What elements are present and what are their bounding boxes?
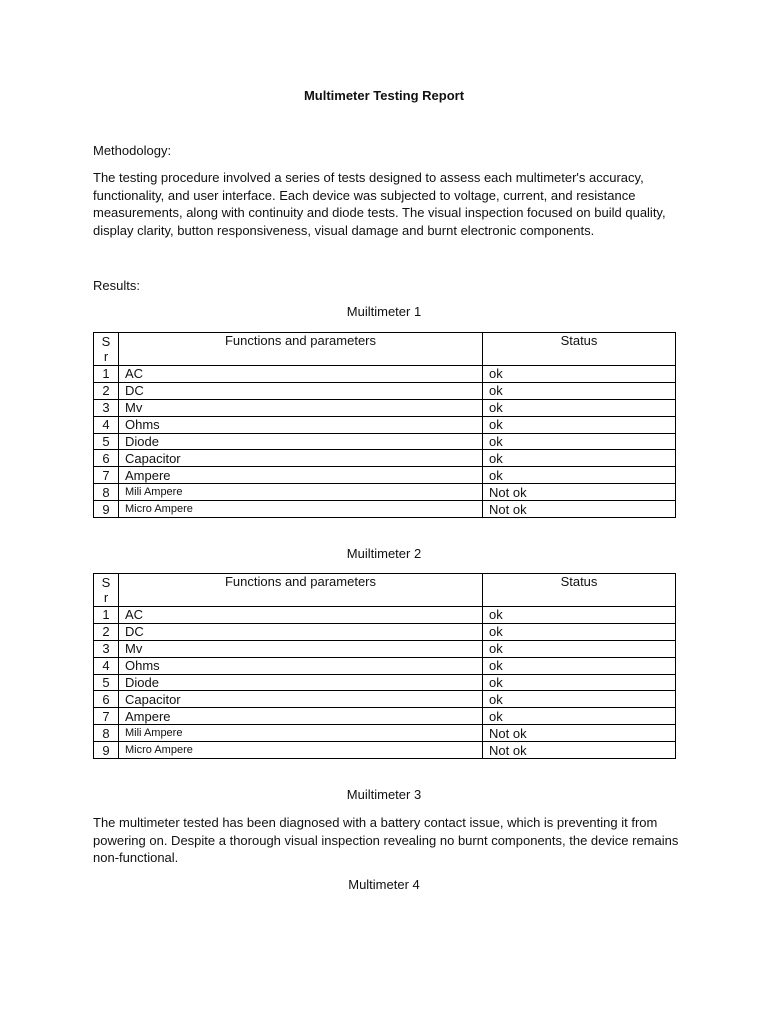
table-row: 5 Diode ok [94, 674, 676, 691]
table-row: 7 Ampere ok [94, 708, 676, 725]
sr-header: S r [94, 574, 119, 607]
status-header: Status [483, 574, 676, 607]
methodology-text: The testing procedure involved a series of tests designed to assess each multimeter's accuracy, functionality, and user interface. Each device was subjected to voltage, current, and resistance measurements, along with continuity and diode tests. The visual inspection focused on build quality, display clarity, button responsiveness, visual damage and burnt electronic components. [93, 170, 666, 238]
table-row: 4 Ohms ok [94, 657, 676, 674]
table-row: 9 Micro Ampere Not ok [94, 501, 676, 518]
table-row: 4 Ohms ok [94, 416, 676, 433]
status-header: Status [483, 333, 676, 366]
table-row: 1 AC ok [94, 607, 676, 624]
table-header-row [94, 333, 676, 366]
multimeter3-caption: Muiltimeter 3 [346, 787, 422, 802]
results-heading: Results: [93, 278, 140, 293]
multimeter1-table [93, 332, 676, 518]
table-row: 3 Mv ok [94, 399, 676, 416]
report-title: Multimeter Testing Report [303, 88, 465, 103]
multimeter1-caption: Muiltimeter 1 [346, 304, 422, 319]
table-row: 2 DC ok [94, 382, 676, 399]
multimeter2-caption: Muiltimeter 2 [346, 546, 422, 561]
methodology-heading: Methodology: [93, 143, 172, 158]
table-row: 5 Diode ok [94, 433, 676, 450]
table-row: 3 Mv ok [94, 640, 676, 657]
table-row: 2 DC ok [94, 623, 676, 640]
multimeter3-text: The multimeter tested has been diagnosed with a battery contact issue, which is preventing it from powering on. Despite a thorough visual inspection revealing no burnt components, the device remains non-functional. [93, 815, 679, 866]
sr-header: S r [94, 333, 119, 366]
table-row: 1 AC ok [94, 366, 676, 383]
table-row: 6 Capacitor ok [94, 691, 676, 708]
multimeter2-table [93, 573, 676, 759]
multimeter4-caption: Multimeter 4 [348, 877, 420, 892]
table-header-row [94, 574, 676, 607]
functions-header: Functions and parameters [119, 574, 483, 607]
table-row: 9 Micro Ampere Not ok [94, 742, 676, 759]
functions-header: Functions and parameters [119, 333, 483, 366]
table-row: 8 Mili Ampere Not ok [94, 484, 676, 501]
table-row: 7 Ampere ok [94, 467, 676, 484]
table-row: 6 Capacitor ok [94, 450, 676, 467]
table-row: 8 Mili Ampere Not ok [94, 725, 676, 742]
